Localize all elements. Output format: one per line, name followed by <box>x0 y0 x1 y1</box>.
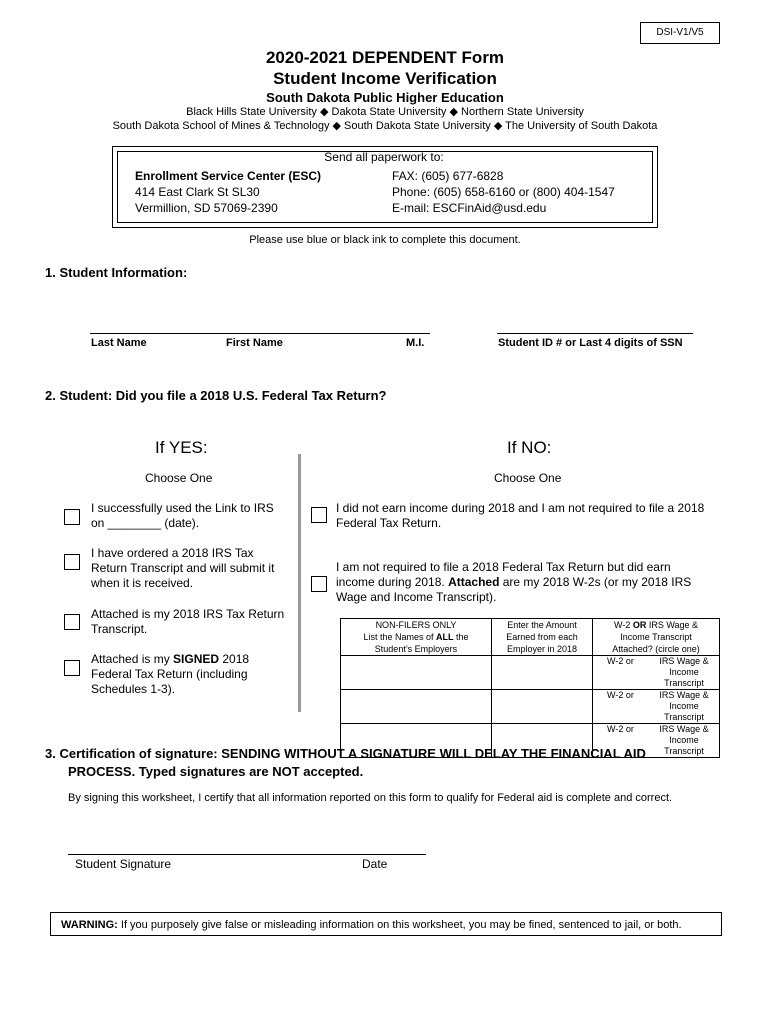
student-signature-label: Student Signature <box>75 857 172 871</box>
office-address-1: 414 East Clark St SL30 <box>135 185 260 199</box>
yes-option-1-checkbox[interactable] <box>64 509 80 525</box>
form-id: DSI-V1/V5 <box>640 22 720 44</box>
office-name: Enrollment Service Center (ESC) <box>135 169 322 183</box>
attachment-header-line-3: Attached? (circle one) <box>612 644 700 654</box>
employers-header-post: the <box>453 632 469 642</box>
no-option-1-line-1: I did not earn income during 2018 and I am not required to file a 2018 <box>336 501 705 515</box>
employers-header-line-2 <box>343 631 489 643</box>
attachment-cell[interactable] <box>593 656 720 690</box>
amount-cell[interactable] <box>492 656 593 690</box>
yes-option-2-line-1: I have ordered a 2018 IRS Tax <box>91 546 254 560</box>
no-option-2-line-2 <box>336 575 691 590</box>
no-option-2-pre: income during 2018. <box>336 575 449 589</box>
table-row <box>341 656 720 690</box>
irs-option-line-2: Income Transcript <box>664 735 704 756</box>
no-option-2-checkbox[interactable] <box>311 576 327 592</box>
no-option-1-text <box>336 501 704 531</box>
yes-option-4-post: 2018 <box>219 652 250 666</box>
email-address: E-mail: ESCFinAid@usd.edu <box>392 201 547 215</box>
table-header-row <box>341 619 720 656</box>
employer-name-cell[interactable] <box>341 690 492 724</box>
irs-option[interactable] <box>651 656 717 689</box>
yes-option-2-line-2: Return Transcript and will submit it <box>91 561 275 575</box>
universities-line-1: Black Hills State University ◆ Dakota State University ◆ Northern State University <box>186 106 584 118</box>
no-option-2-post: are my 2018 W-2s (or my 2018 IRS <box>499 575 692 589</box>
table-row <box>341 690 720 724</box>
yes-option-3-checkbox[interactable] <box>64 614 80 630</box>
employers-header-pre: List the Names of <box>363 632 437 642</box>
w2-option[interactable]: W-2 or <box>607 690 634 700</box>
if-no-heading: If NO: <box>507 438 552 457</box>
form-title: 2020-2021 DEPENDENT Form <box>265 48 505 67</box>
yes-option-1-line-2: on ________ (date). <box>91 516 200 530</box>
yes-option-4-text <box>91 652 249 697</box>
yes-option-2-text <box>91 546 274 591</box>
yes-option-4-line-2: Federal Tax Return (including <box>91 667 248 681</box>
no-option-1-line-2: Federal Tax Return. <box>336 516 442 530</box>
middle-initial-label: M.I. <box>406 337 425 349</box>
phone-number: Phone: (605) 658-6160 or (800) 404-1547 <box>392 185 615 199</box>
section-3-heading-line-1: 3. Certification of signature: SENDING WITHOUT A SIGNATURE WILL DELAY THE FINANCIAL AID <box>45 746 646 761</box>
attachment-header-bold: OR <box>632 620 647 630</box>
no-option-2-line-3: Wage and Income Transcript). <box>336 590 497 604</box>
fax-number: FAX: (605) 677-6828 <box>392 169 504 183</box>
choose-one-no: Choose One <box>494 471 562 485</box>
yes-option-3-line-1: Attached is my 2018 IRS Tax Return <box>91 607 285 621</box>
attachment-header-post: IRS Wage & <box>646 620 699 630</box>
attachment-choice <box>595 690 717 723</box>
name-line[interactable] <box>90 333 430 334</box>
employer-name-cell[interactable] <box>341 656 492 690</box>
amount-cell[interactable] <box>492 690 593 724</box>
ink-note: Please use blue or black ink to complete this document. <box>249 234 521 246</box>
employers-header <box>341 619 492 656</box>
student-id-label: Student ID # or Last 4 digits of SSN <box>498 337 683 349</box>
office-address-2: Vermillion, SD 57069-2390 <box>135 201 278 215</box>
last-name-label: Last Name <box>91 337 147 349</box>
certification-statement: By signing this worksheet, I certify that all information reported on this form to qualify for Federal aid is complete and correct. <box>68 792 673 804</box>
date-label: Date <box>362 857 388 871</box>
w2-option[interactable]: W-2 or <box>607 724 634 734</box>
irs-option[interactable] <box>651 724 717 757</box>
yes-option-2-line-3: when it is received. <box>91 576 194 590</box>
warning-text: If you purposely give false or misleading information on this worksheet, you may be fined, sentenced to jail, or both. <box>117 919 682 931</box>
yes-option-2-checkbox[interactable] <box>64 554 80 570</box>
institution-system: South Dakota Public Higher Education <box>266 90 504 105</box>
irs-option-line-1: IRS Wage & <box>659 656 709 666</box>
no-option-2-line-1: I am not required to file a 2018 Federal Tax Return but did earn <box>336 560 671 574</box>
attachment-header-line-1 <box>595 619 717 631</box>
yes-option-3-text <box>91 607 284 637</box>
irs-option-line-2: Income Transcript <box>664 701 704 722</box>
form-subtitle: Student Income Verification <box>273 69 497 88</box>
section-1-heading: 1. Student Information: <box>45 265 188 280</box>
section-2-heading: 2. Student: Did you file a 2018 U.S. Federal Tax Return? <box>45 388 387 403</box>
irs-option[interactable] <box>651 690 717 723</box>
if-yes-heading: If YES: <box>155 438 208 457</box>
yes-option-4-pre: Attached is my <box>91 652 174 666</box>
universities-line-2: South Dakota School of Mines & Technology ◆ South Dakota State University ◆ The University of South Dakota <box>112 120 658 132</box>
non-filer-employers-table <box>340 618 720 758</box>
no-option-2-bold: Attached <box>448 575 500 589</box>
no-option-1-checkbox[interactable] <box>311 507 327 523</box>
yes-option-4-line-3: Schedules 1-3). <box>91 682 176 696</box>
column-divider <box>298 454 301 712</box>
yes-option-4-bold: SIGNED <box>173 652 220 666</box>
section-3-heading-line-2: PROCESS. Typed signatures are NOT accepted. <box>68 764 364 779</box>
employers-header-bold: ALL <box>436 632 454 642</box>
amount-header-line-2: Earned from each <box>506 632 578 642</box>
attachment-header <box>593 619 720 656</box>
yes-option-4-checkbox[interactable] <box>64 660 80 676</box>
employers-header-line-1: NON-FILERS ONLY <box>375 620 457 630</box>
amount-header-line-1: Enter the Amount <box>507 620 577 630</box>
attachment-choice <box>595 656 717 689</box>
warning-label: WARNING: <box>61 919 118 931</box>
irs-option-line-1: IRS Wage & <box>659 690 709 700</box>
attachment-cell[interactable] <box>593 690 720 724</box>
employers-header-line-3: Student’s Employers <box>374 644 458 654</box>
choose-one-yes: Choose One <box>145 471 213 485</box>
send-paperwork-label: Send all paperwork to: <box>324 150 444 164</box>
irs-option-line-1: IRS Wage & <box>659 724 709 734</box>
no-option-2-text <box>336 560 691 605</box>
warning-box <box>50 912 722 936</box>
yes-option-1-text <box>91 501 274 531</box>
w2-option[interactable]: W-2 or <box>607 656 634 666</box>
yes-option-1-line-1: I successfully used the Link to IRS <box>91 501 274 515</box>
attachment-header-pre: W-2 <box>613 620 633 630</box>
yes-option-4-line-1 <box>91 652 249 667</box>
amount-header-line-3: Employer in 2018 <box>506 644 578 654</box>
first-name-label: First Name <box>226 337 283 349</box>
signature-line[interactable] <box>68 854 426 855</box>
irs-option-line-2: Income Transcript <box>664 667 704 688</box>
yes-option-3-line-2: Transcript. <box>91 622 148 636</box>
student-id-line[interactable] <box>497 333 693 334</box>
attachment-header-line-2: Income Transcript <box>620 632 692 642</box>
amount-header <box>492 619 593 656</box>
